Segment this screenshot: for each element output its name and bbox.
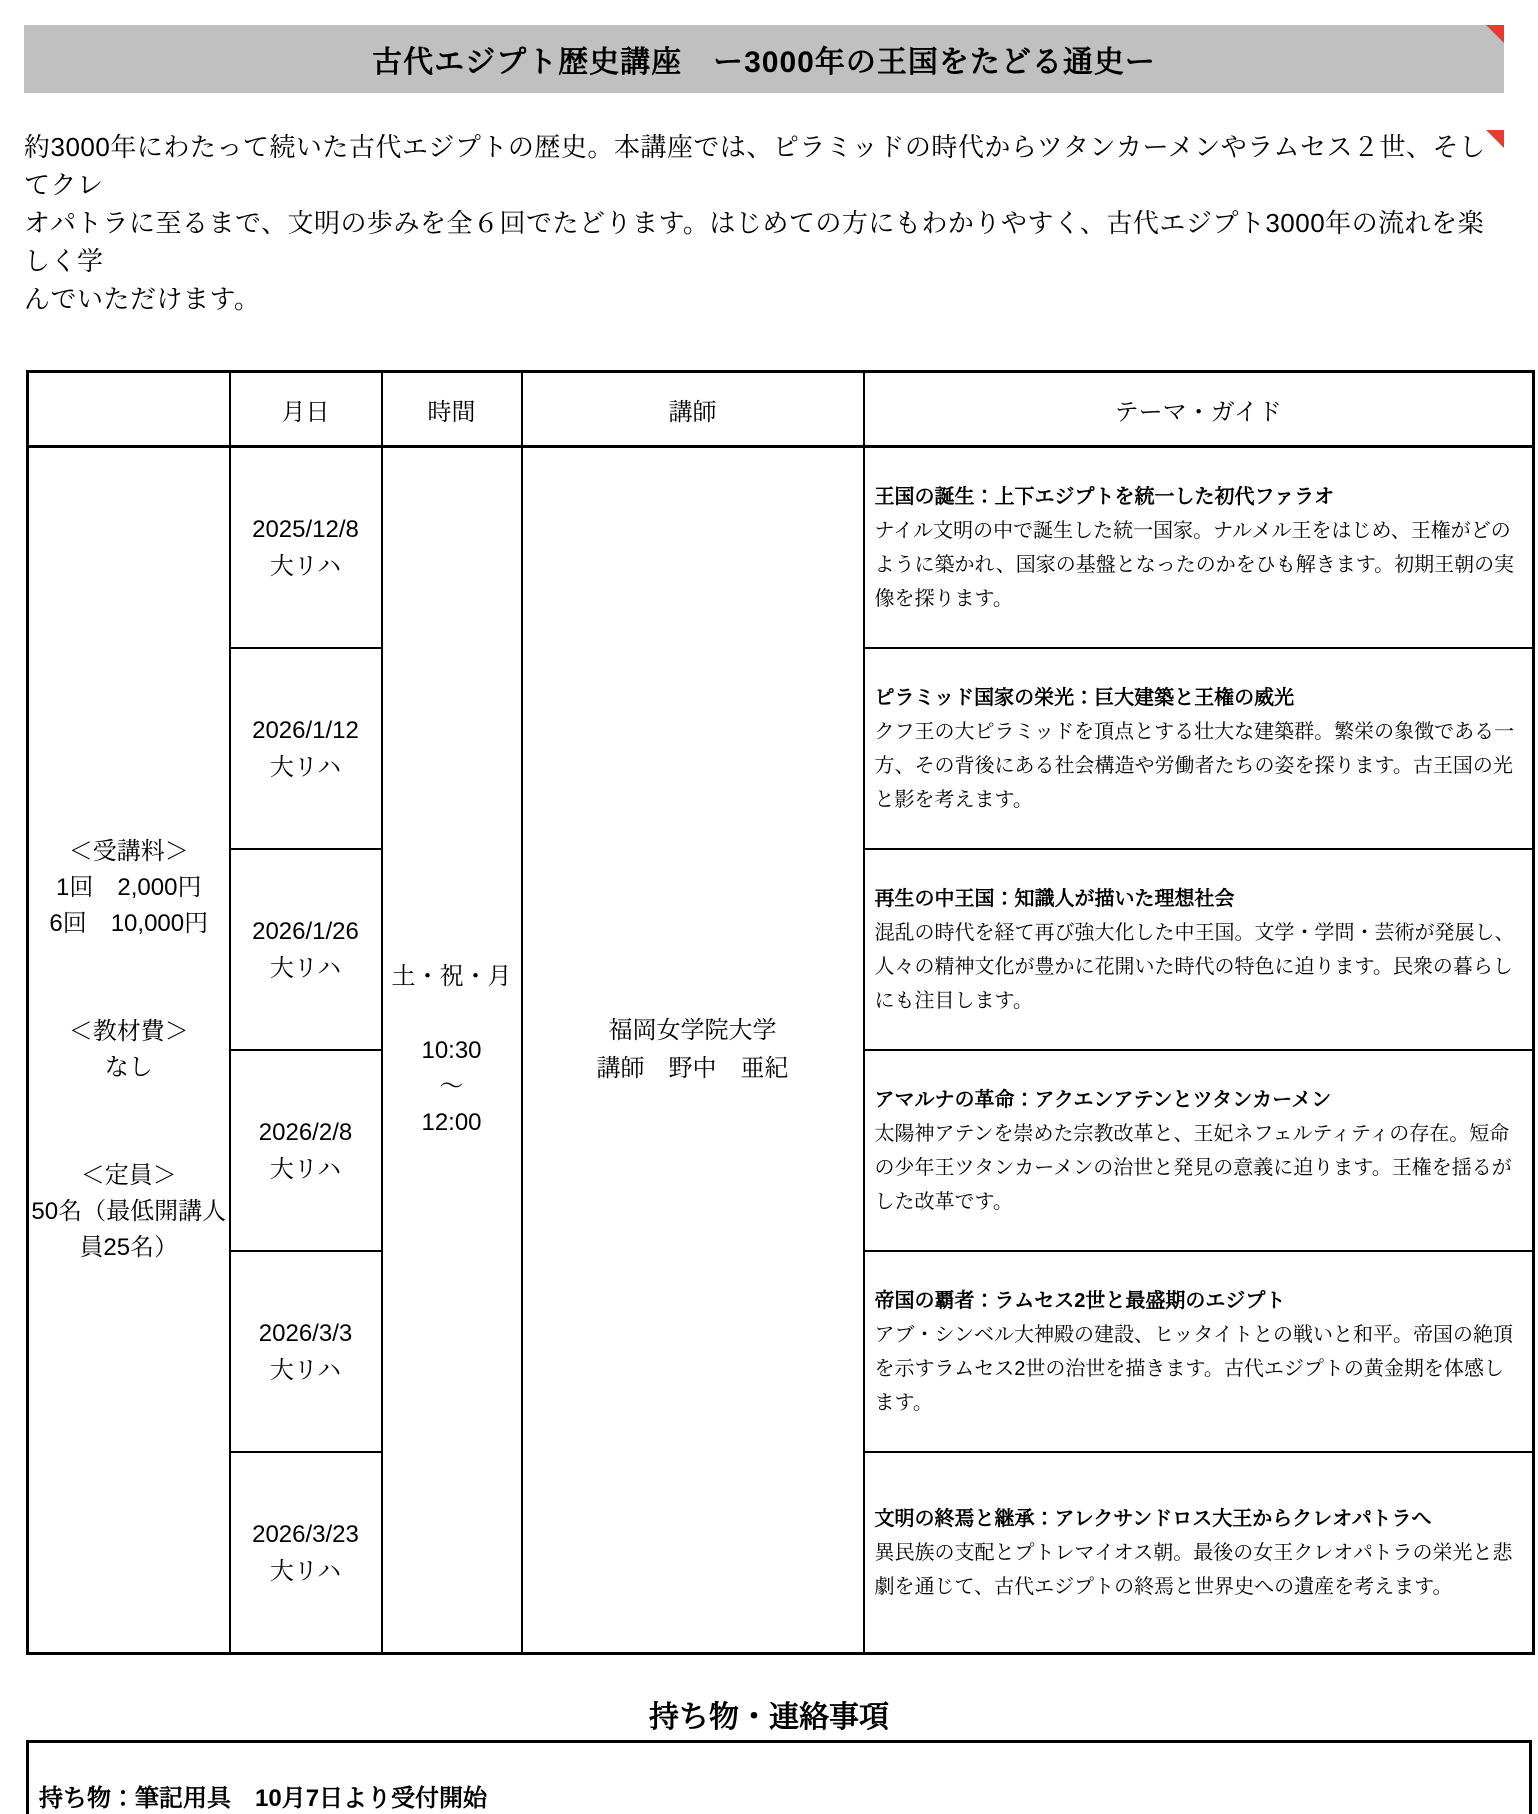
theme-body: 異民族の支配とプトレマイオス朝。最後の女王クレオパトラの栄光と悲劇を通じて、古代エジプトの終焉と世界史への遺産を考えます。 bbox=[874, 1541, 1513, 1598]
capacity-label: ＜定員＞ bbox=[80, 1162, 177, 1189]
theme-body: ナイル文明の中で誕生した統一国家。ナルメル王をはじめ、王権がどのように築かれ、国家の基盤となったのかをひも解きます。初期王朝の実像を探ります。 bbox=[874, 519, 1515, 610]
table-row bbox=[28, 447, 1534, 649]
footer-note: 持ち物：筆記用具 10月7日より受付開始 bbox=[39, 1784, 488, 1812]
theme-title: 文明の終焉と継承：アレクサンドロス大王からクレオパトラへ bbox=[874, 1507, 1432, 1530]
theme-cell bbox=[864, 447, 1534, 649]
theme-cell bbox=[864, 849, 1534, 1050]
fee-label: ＜受講料＞ bbox=[68, 838, 189, 865]
session-date-cell bbox=[230, 849, 382, 1050]
lecturer-name: 講師 野中 亜紀 bbox=[596, 1055, 789, 1082]
session-venue: 大リハ bbox=[269, 1557, 342, 1585]
time-tilde: ～ bbox=[439, 1073, 464, 1100]
comment-indicator-icon bbox=[1486, 130, 1504, 148]
theme-body: クフ王の大ピラミッドを頂点とする壮大な建築群。繁栄の象徴である一方、その背後にある社会構造や労働者たちの姿を探ります。古王国の光と影を考えます。 bbox=[874, 720, 1515, 811]
session-date: 2025/12/8 bbox=[252, 515, 359, 543]
intro-line-3: んでいただけます。 bbox=[24, 284, 261, 314]
session-date: 2026/1/26 bbox=[252, 917, 359, 945]
time-cell bbox=[382, 447, 522, 1654]
session-venue: 大リハ bbox=[269, 1155, 342, 1183]
session-date: 2026/3/3 bbox=[258, 1319, 353, 1347]
theme-cell bbox=[864, 1050, 1534, 1251]
header-lecturer: 講師 bbox=[522, 372, 864, 447]
page-title: 古代エジプト歴史講座 ー3000年の王国をたどる通史ー bbox=[372, 46, 1156, 79]
material-group bbox=[30, 1014, 228, 1086]
time-start: 10:30 bbox=[421, 1037, 482, 1064]
time-days: 土・祝・月 bbox=[391, 963, 512, 990]
session-date-cell bbox=[230, 447, 382, 649]
time-range bbox=[384, 1033, 520, 1141]
footer-heading: 持ち物・連絡事項 bbox=[649, 1701, 889, 1734]
material-value: なし bbox=[104, 1054, 153, 1081]
theme-body: 混乱の時代を経て再び強大化した中王国。文学・学問・芸術が発展し、人々の精神文化が豊かに花開いた時代の特色に迫ります。民衆の暮らしにも注目します。 bbox=[874, 921, 1515, 1012]
theme-body: アブ・シンベル大神殿の建設、ヒッタイトとの戦いと和平。帝国の絶頂を示すラムセス2世の治世を描きます。古代エジプトの黄金期を体感します。 bbox=[874, 1323, 1513, 1414]
table-header-row bbox=[28, 372, 1534, 447]
session-venue: 大リハ bbox=[269, 1356, 342, 1384]
intro-line-2: オパトラに至るまで、文明の歩みを全６回でたどります。はじめての方にもわかりやすく、古代エジプト3000年の流れを楽しく学 bbox=[24, 208, 1485, 276]
session-date: 2026/3/23 bbox=[252, 1520, 359, 1548]
theme-body: 太陽神アテンを崇めた宗教改革と、王妃ネフェルティティの存在。短命の少年王ツタンカーメンの治世と発見の意義に迫ります。王権を揺るがした改革です。 bbox=[874, 1122, 1512, 1213]
session-date-cell bbox=[230, 1251, 382, 1452]
session-date: 2026/2/8 bbox=[258, 1118, 353, 1146]
time-end: 12:00 bbox=[421, 1109, 482, 1136]
theme-title: 帝国の覇者：ラムセス2世と最盛期のエジプト bbox=[874, 1289, 1286, 1312]
theme-cell bbox=[864, 1251, 1534, 1452]
header-empty-cell bbox=[28, 372, 230, 447]
lecturer-affiliation: 福岡女学院大学 bbox=[608, 1017, 777, 1044]
intro-line-1: 約3000年にわたって続いた古代エジプトの歴史。本講座では、ピラミッドの時代からツタンカーメンやラムセス２世、そしてクレ bbox=[24, 132, 1486, 200]
lecturer-cell bbox=[522, 447, 864, 1654]
fee-group bbox=[30, 834, 228, 942]
capacity-group bbox=[30, 1158, 228, 1266]
course-info-cell bbox=[28, 447, 230, 1654]
theme-title: 王国の誕生：上下エジプトを統一した初代ファラオ bbox=[874, 485, 1335, 508]
theme-title: アマルナの革命：アクエンアテンとツタンカーメン bbox=[874, 1088, 1332, 1111]
session-date-cell bbox=[230, 1452, 382, 1654]
header-theme: テーマ・ガイド bbox=[864, 372, 1534, 447]
session-date-cell bbox=[230, 1050, 382, 1251]
fee-line-2: 6回 10,000円 bbox=[49, 910, 209, 937]
footer-note-box bbox=[26, 1740, 1532, 1814]
schedule-table bbox=[26, 370, 1535, 1655]
intro-paragraph bbox=[24, 128, 1504, 318]
capacity-value: 50名（最低開講人員25名） bbox=[31, 1198, 227, 1261]
header-date: 月日 bbox=[230, 372, 382, 447]
session-venue: 大リハ bbox=[269, 753, 342, 781]
theme-cell bbox=[864, 1452, 1534, 1654]
theme-cell bbox=[864, 648, 1534, 849]
session-date-cell bbox=[230, 648, 382, 849]
theme-title: ピラミッド国家の栄光：巨大建築と王権の威光 bbox=[874, 686, 1295, 709]
session-date: 2026/1/12 bbox=[252, 716, 359, 744]
fee-line-1: 1回 2,000円 bbox=[56, 874, 202, 901]
material-label: ＜教材費＞ bbox=[68, 1018, 189, 1045]
header-time: 時間 bbox=[382, 372, 522, 447]
theme-title: 再生の中王国：知識人が描いた理想社会 bbox=[874, 887, 1235, 910]
session-venue: 大リハ bbox=[269, 954, 342, 982]
title-bar bbox=[24, 25, 1504, 93]
session-venue: 大リハ bbox=[269, 552, 342, 580]
comment-indicator-icon bbox=[1486, 25, 1504, 43]
